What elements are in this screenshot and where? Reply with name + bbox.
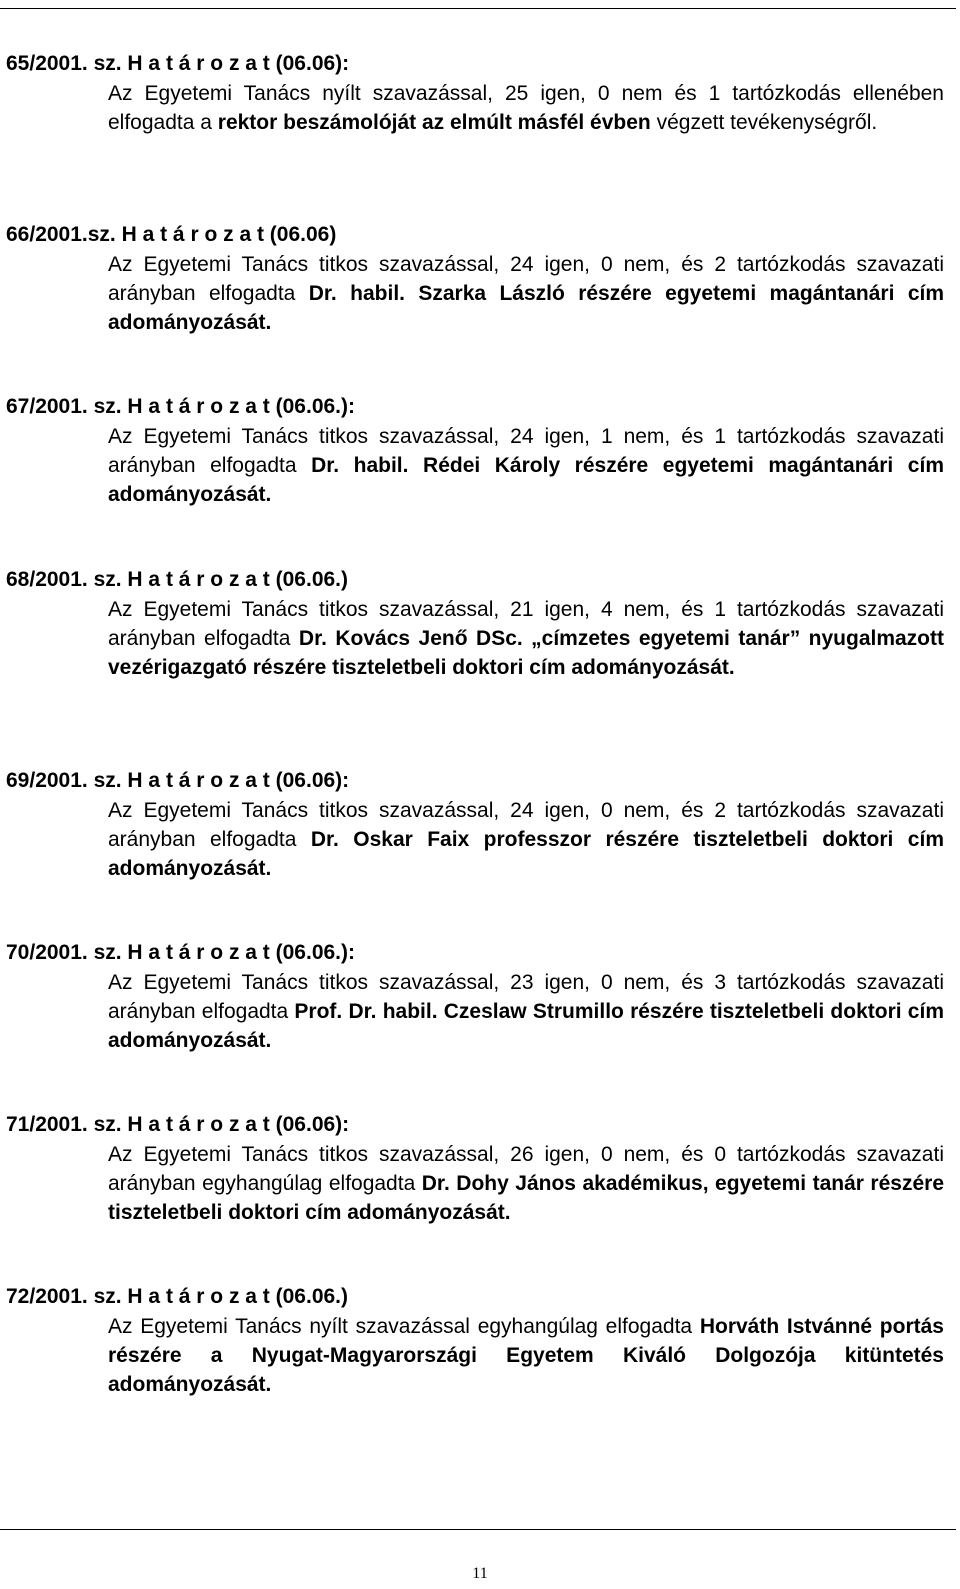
resolution-text-part: Az Egyetemi Tanács titkos szavazással, 21 igen, 4 nem, és 1 tartózkodás szavazati arányban elfogadta xyxy=(108,598,944,650)
top-divider xyxy=(0,8,956,9)
resolution-text xyxy=(108,968,944,1055)
resolution-text xyxy=(108,1140,944,1227)
resolution-text xyxy=(108,796,944,883)
footer-divider xyxy=(0,1529,956,1530)
resolution-text xyxy=(108,422,944,509)
resolution-text-part: Az Egyetemi Tanács titkos szavazással, 26 igen, 0 nem, és 0 tartózkodás szavazati arányban egyhangúlag elfogadta xyxy=(108,1143,944,1195)
resolution-heading: 66/2001.sz. H a t á r o z a t (06.06) xyxy=(6,223,337,246)
resolution-text-part: Az Egyetemi Tanács nyílt szavazással, 25 igen, 0 nem és 1 tartózkodás ellenében elfogadta a xyxy=(108,82,944,134)
resolution-heading: 72/2001. sz. H a t á r o z a t (06.06.) xyxy=(6,1285,348,1308)
resolution-text-bold: Dr. habil. Szarka László részére egyetemi magántanári cím adományozását. xyxy=(108,282,944,334)
resolution-text-part: Az Egyetemi Tanács nyílt szavazással egyhangúlag elfogadta xyxy=(108,1315,700,1338)
resolution-text xyxy=(108,1312,944,1399)
resolution-text-part: Az Egyetemi Tanács titkos szavazással, 23 igen, 0 nem, és 3 tartózkodás szavazati arányban elfogadta xyxy=(108,971,944,1023)
resolution-heading: 65/2001. sz. H a t á r o z a t (06.06): xyxy=(6,52,350,75)
resolution-text-bold: rektor beszámolóját az elmúlt másfél évben xyxy=(217,111,651,134)
resolution-text-bold: Dr. habil. Rédei Károly részére egyetemi magántanári cím adományozását. xyxy=(108,454,944,506)
resolution-text-part: végzett tevékenységről. xyxy=(650,111,878,134)
resolution-heading: 69/2001. sz. H a t á r o z a t (06.06): xyxy=(6,769,350,792)
resolution-text-part: Az Egyetemi Tanács titkos szavazással, 24 igen, 1 nem, és 1 tartózkodás szavazati arányban elfogadta xyxy=(108,425,944,477)
resolution-text-bold: Dr. Kovács Jenő DSc. „címzetes egyetemi tanár” nyugalmazott vezérigazgató részére tiszteletbeli doktori cím adományozását. xyxy=(108,627,944,679)
resolution-text-bold: Dr. Oskar Faix professzor részére tiszteletbeli doktori cím adományozását. xyxy=(108,828,944,880)
resolution-text xyxy=(108,79,944,137)
resolution-text-part: Az Egyetemi Tanács titkos szavazással, 24 igen, 0 nem, és 2 tartózkodás szavazati arányban elfogadta xyxy=(108,253,944,305)
resolution-heading: 70/2001. sz. H a t á r o z a t (06.06.): xyxy=(6,941,355,964)
resolution-heading: 68/2001. sz. H a t á r o z a t (06.06.) xyxy=(6,568,348,591)
resolution-text xyxy=(108,250,944,337)
resolution-text xyxy=(108,595,944,682)
resolution-heading: 67/2001. sz. H a t á r o z a t (06.06.): xyxy=(6,395,355,418)
resolution-text-bold: Horváth Istvánné portás részére a Nyugat-Magyarországi Egyetem Kiváló Dolgozója kitüntetés adományozását. xyxy=(108,1315,944,1396)
page-number: 11 xyxy=(472,1565,488,1582)
resolution-text-bold: Dr. Dohy János akadémikus, egyetemi tanár részére tiszteletbeli doktori cím adományozását. xyxy=(108,1172,944,1224)
resolution-text-bold: Prof. Dr. habil. Czeslaw Strumillo részére tiszteletbeli doktori cím adományozását. xyxy=(108,1000,944,1052)
resolution-heading: 71/2001. sz. H a t á r o z a t (06.06): xyxy=(6,1113,350,1136)
resolution-text-part: Az Egyetemi Tanács titkos szavazással, 24 igen, 0 nem, és 2 tartózkodás szavazati arányban elfogadta xyxy=(108,799,944,851)
